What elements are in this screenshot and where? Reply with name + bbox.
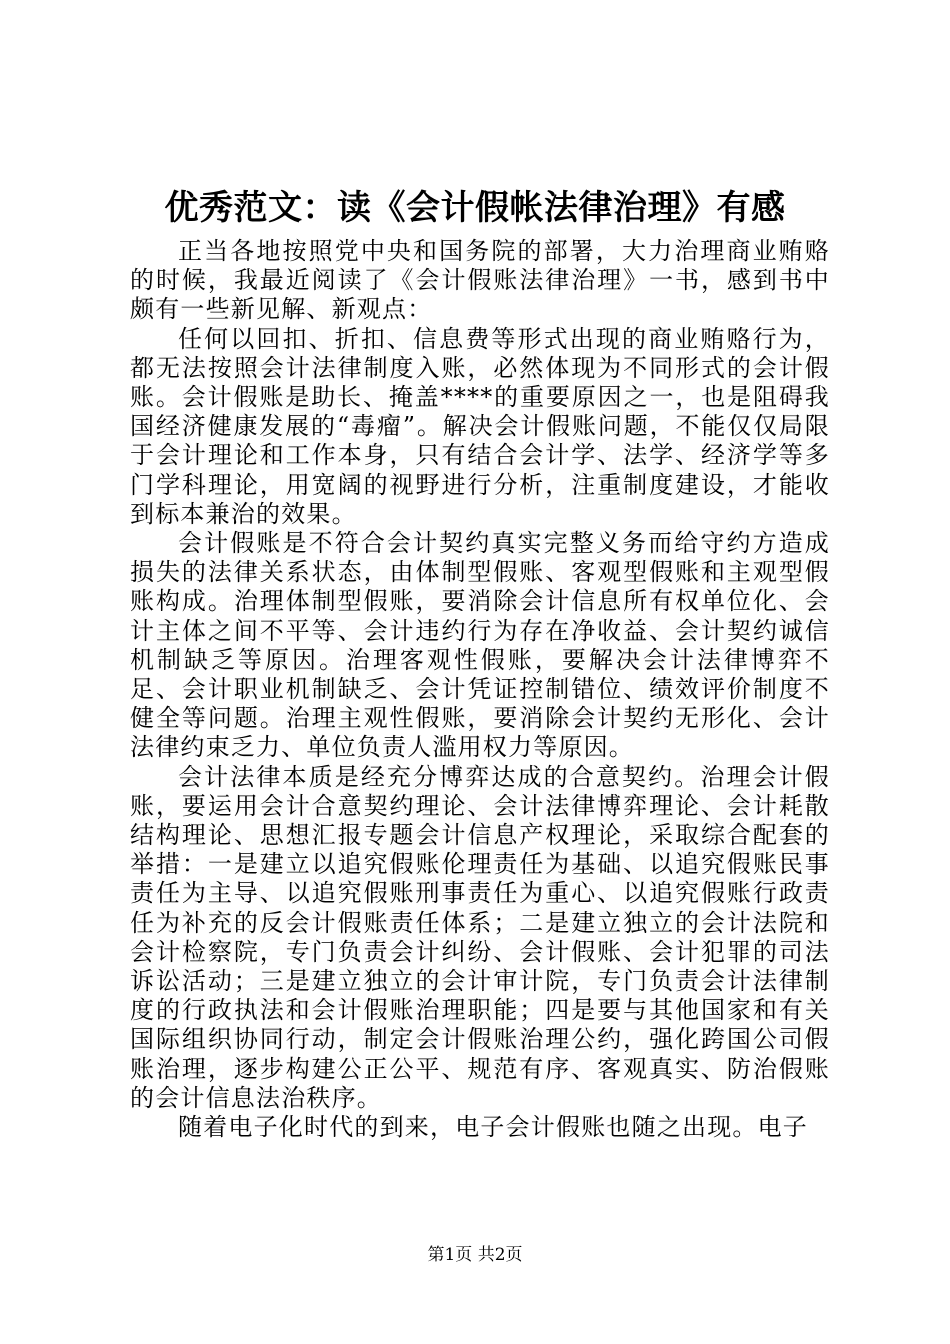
- paragraph-4: 会计法律本质是经充分博弈达成的合意契约。治理会计假账，要运用会计合意契约理论、会计法律博弈理论、会计耗散结构理论、思想汇报专题会计信息产权理论，采取综合配套的举措：一是建立以追究假账伦理责任为基础、以追究假账民事责任为主导、以追究假账刑事责任为重心、以追究假账行政责任为补充的反会计假账责任体系；二是建立独立的会计法院和会计检察院，专门负责会计纠纷、会计假账、会计犯罪的司法诉讼活动；三是建立独立的会计审计院，专门负责会计法律制度的行政执法和会计假账治理职能；四是要与其他国家和有关国际组织协同行动，制定会计假账治理公约，强化跨国公司假账治理，逐步构建公正公平、规范有序、客观真实、防治假账的会计信息法治秩序。: [130, 762, 830, 1112]
- paragraph-2: 任何以回扣、折扣、信息费等形式出现的商业贿赂行为，都无法按照会计法律制度入账，必然体现为不同形式的会计假账。会计假账是助长、掩盖****的重要原因之一，也是阻碍我国经济健康发展的“毒瘤”。解决会计假账问题，不能仅仅局限于会计理论和工作本身，只有结合会计学、法学、经济学等多门学科理论，用宽阔的视野进行分析，注重制度建设，才能收到标本兼治的效果。: [130, 324, 830, 528]
- paragraph-1: 正当各地按照党中央和国务院的部署，大力治理商业贿赂的时候，我最近阅读了《会计假账法律治理》一书，感到书中颇有一些新见解、新观点：: [130, 237, 830, 324]
- paragraph-5: 随着电子化时代的到来，电子会计假账也随之出现。电子: [178, 1113, 808, 1142]
- paragraph-3: 会计假账是不符合会计契约真实完整义务而给守约方造成损失的法律关系状态，由体制型假账、客观型假账和主观型假账构成。治理体制型假账，要消除会计信息所有权单位化、会计主体之间不平等、会计违约行为存在净收益、会计契约诚信机制缺乏等原因。治理客观性假账，要解决会计法律博弈不足、会计职业机制缺乏、会计凭证控制错位、绩效评价制度不健全等问题。治理主观性假账，要消除会计契约无形化、会计法律约束乏力、单位负责人滥用权力等原因。: [130, 529, 830, 762]
- document-body: [130, 237, 830, 1142]
- page-number-footer: 第1页 共2页: [427, 1245, 523, 1265]
- document-title: 优秀范文：读《会计假帐法律治理》有感: [164, 188, 786, 228]
